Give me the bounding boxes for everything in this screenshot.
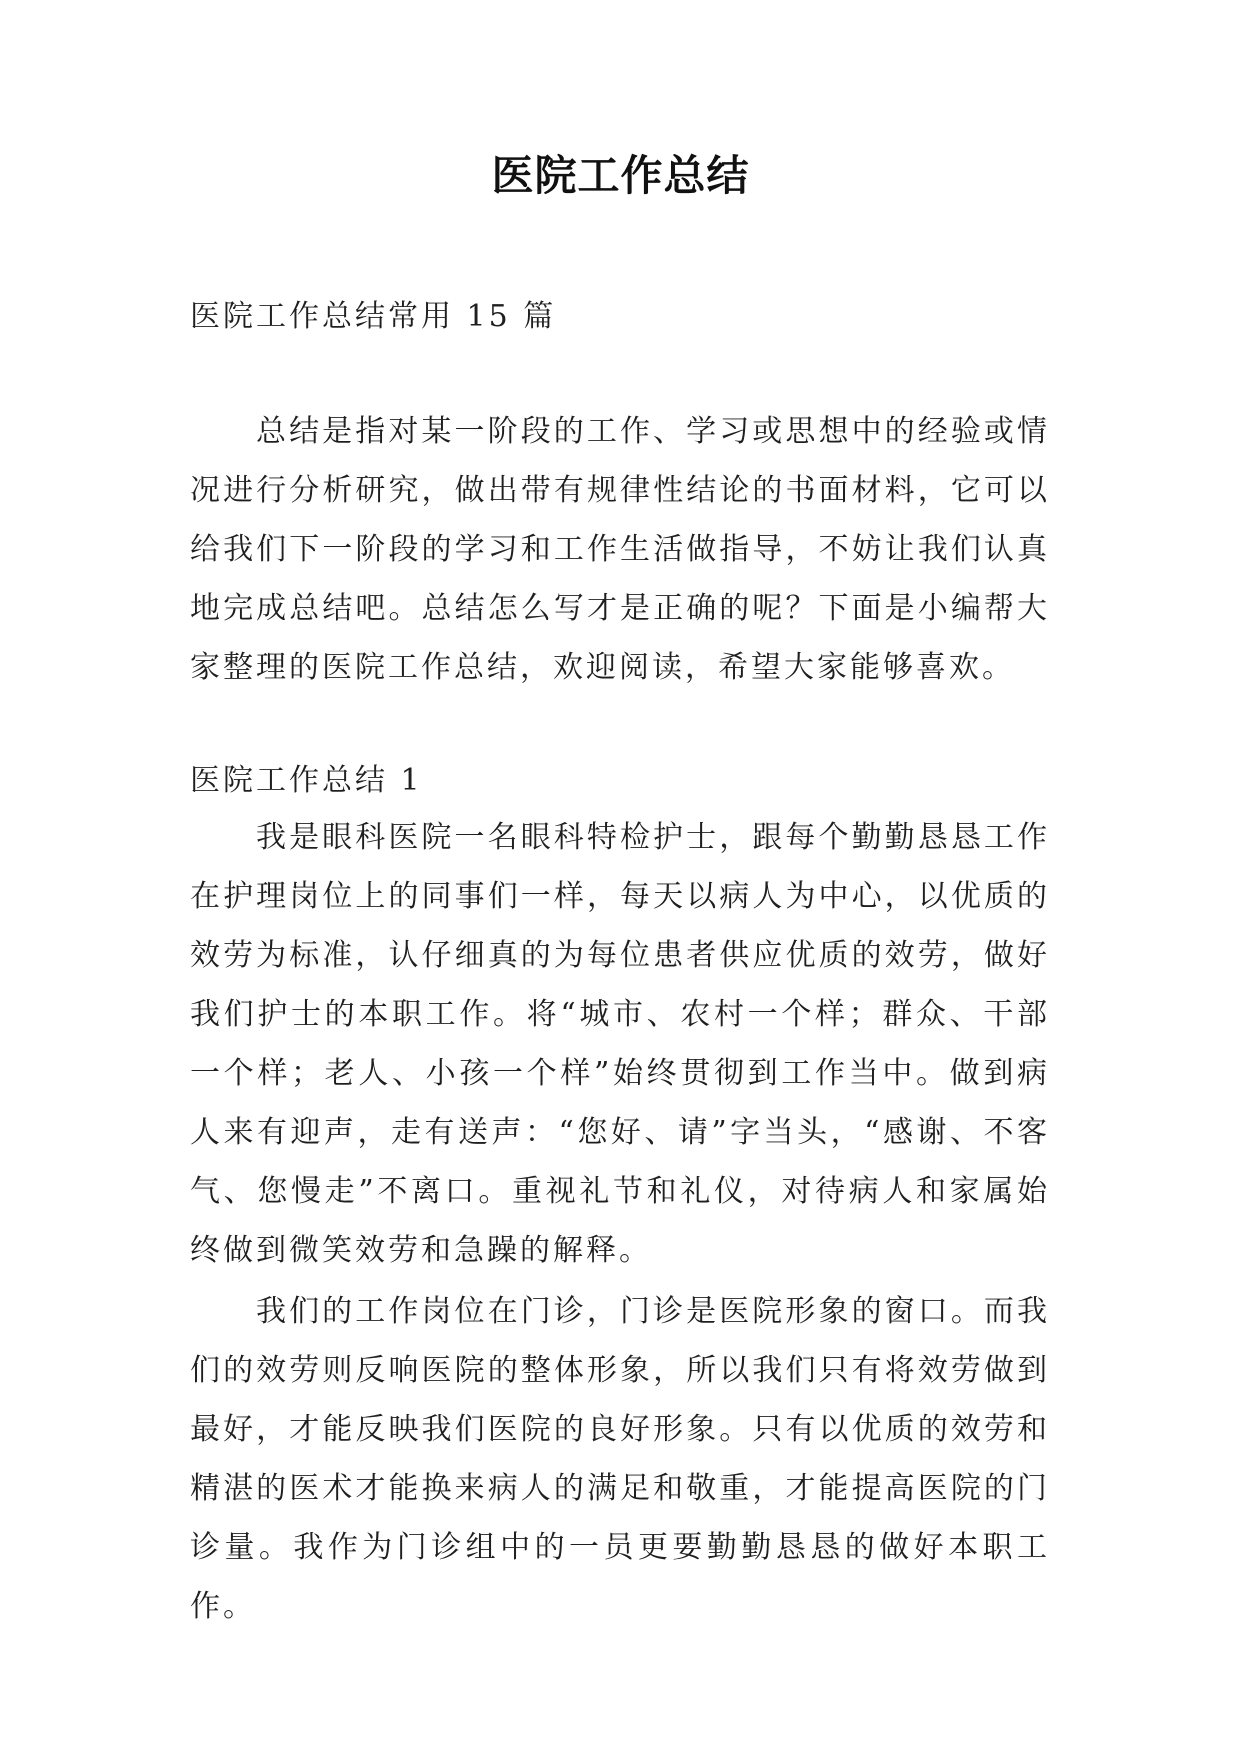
section-heading: 医院工作总结 1 xyxy=(190,763,423,798)
document-subtitle: 医院工作总结常用 15 篇 xyxy=(190,299,557,334)
body-paragraph-1: 我是眼科医院一名眼科特检护士，跟每个勤勤恳恳工作在护理岗位上的同事们一样，每天以病人为中心，以优质的效劳为标准，认仔细真的为每位患者供应优质的效劳，做好我们护士的本职工作。将“城市、农村一个样；群众、干部一个样；老人、小孩一个样”始终贯彻到工作当中。做到病人来有迎声，走有送声：“您好、请”字当头，“感谢、不客气、您慢走”不离口。重视礼节和礼仪，对待病人和家属始终做到微笑效劳和急躁的解释。 xyxy=(190,820,1050,1268)
body-paragraph-2: 我们的工作岗位在门诊，门诊是医院形象的窗口。而我们的效劳则反响医院的整体形象，所以我们只有将效劳做到最好，才能反映我们医院的良好形象。只有以优质的效劳和精湛的医术才能换来病人的满足和敬重，才能提高医院的门诊量。我作为门诊组中的一员更要勤勤恳恳的做好本职工作。 xyxy=(190,1294,1050,1624)
intro-paragraph: 总结是指对某一阶段的工作、学习或思想中的经验或情况进行分析研究，做出带有规律性结论的书面材料，它可以给我们下一阶段的学习和工作生活做指导，不妨让我们认真地完成总结吧。总结怎么写才是正确的呢？下面是小编帮大家整理的医院工作总结，欢迎阅读，希望大家能够喜欢。 xyxy=(190,414,1050,685)
document-title: 医院工作总结 xyxy=(491,151,750,200)
